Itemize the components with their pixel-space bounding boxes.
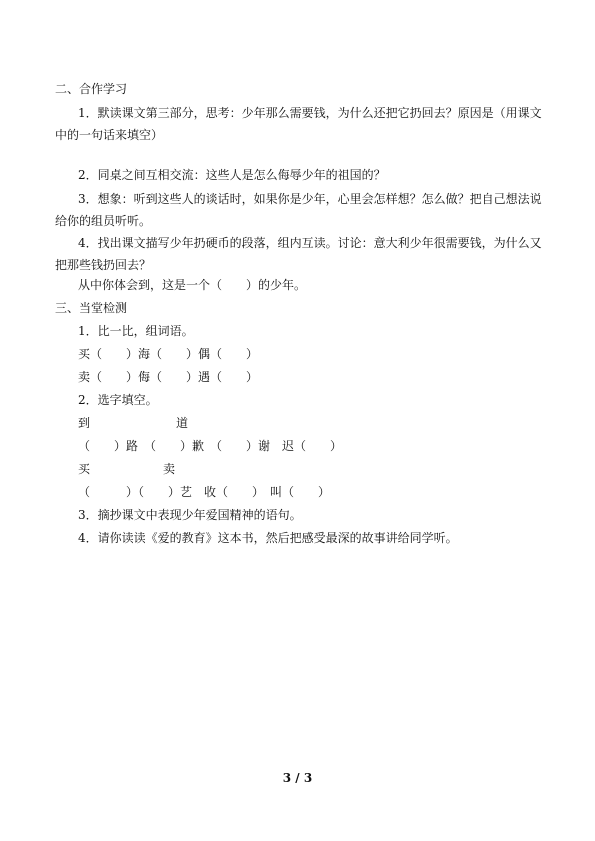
section-3-question-4: 4．请你读读《爱的教育》这本书，然后把感受最深的故事讲给同学听。 [78,531,458,545]
section-2-question-1: 1．默读课文第三部分，思考：少年那么需要钱，为什么还把它扔回去？原因是（用课文中的一句话来填空） [55,106,542,142]
section-3-question-2: 2．选字填空。 [78,393,158,407]
page-number: 3 / 3 [282,771,313,785]
section-2-question-2: 2．同桌之间互相交流：这些人是怎么侮辱少年的祖国的？ [78,168,386,182]
choice-char-sell: 卖 [163,462,176,476]
fill-in-row-1: （ ）路 （ ）歉 （ ）谢 迟（ ） [78,439,343,453]
fill-in-row-2: （ ）（ ）艺 收（ ） 叫（ ） [78,485,331,499]
section-3-question-1: 1．比一比，组词语。 [78,324,194,338]
section-2-question-4: 4．找出课文描写少年扔硬币的段落，组内互读。讨论：意大利少年很需要钱，为什么又把那些钱扔回去？ [55,236,542,272]
section-3-heading: 三、当堂检测 [55,301,128,315]
section-2-question-3: 3．想象：听到这些人的谈话时，如果你是少年，心里会怎样想？怎么做？把自己想法说给你的组员听听。 [55,192,542,228]
section-3-question-3: 3．摘抄课文中表现少年爱国精神的语句。 [78,508,302,522]
section-2-question-4-followup: 从中你体会到，这是一个（ ）的少年。 [78,278,307,292]
choice-char-buy: 买 [78,462,91,476]
word-compare-row-1: 买（ ）海（ ）偶（ ） [78,347,259,361]
section-2-heading: 二、合作学习 [55,82,128,96]
word-compare-row-2: 卖（ ）侮（ ）遇（ ） [78,370,259,384]
choice-char-dao-arrive: 到 [78,416,91,430]
choice-char-dao-road: 道 [176,416,189,430]
